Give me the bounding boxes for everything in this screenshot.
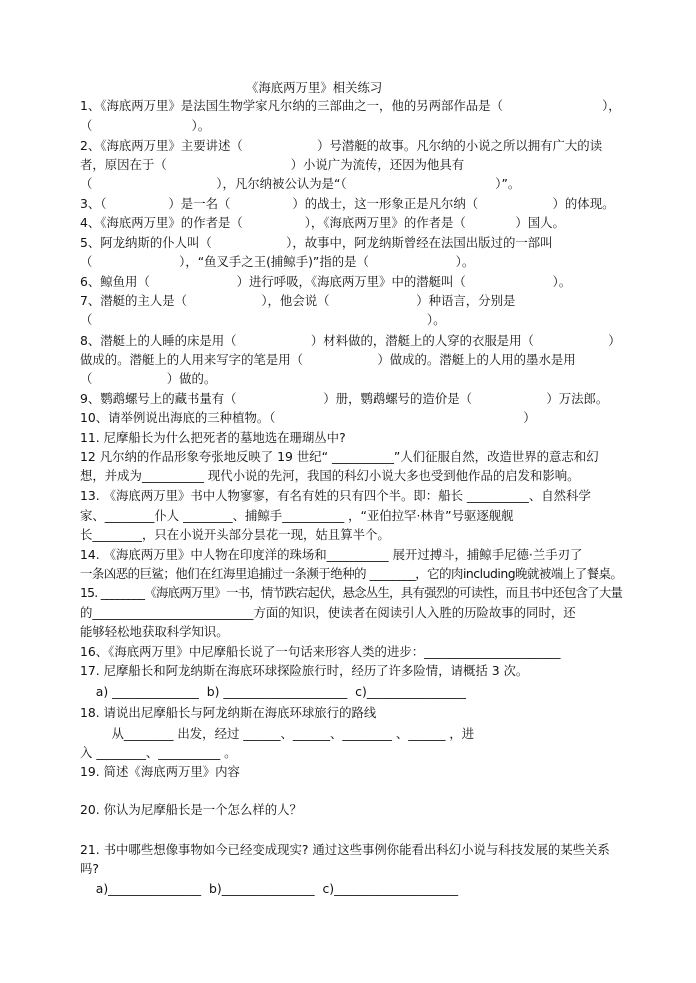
q18-line: 18. 请说出尼摩船长与阿龙纳斯在海底环球旅行的路线 [80, 705, 377, 720]
q17-line: 17. 尼摩船长和阿龙纳斯在海底环球探险旅行时，经历了许多险情，请概括 3 次。 [80, 663, 529, 678]
q12-line-2: 想，并成为__________ 现代小说的先河，我国的科幻小说大多也受到他作品的启发和影响。 [80, 468, 580, 483]
q6-line: 6、鲸鱼用（ ）进行呼吸，《海底两万里》中的潜艇叫（ ）。 [80, 274, 572, 289]
q11-line: 11. 尼摩船长为什么把死者的墓地选在珊瑚丛中? [80, 430, 346, 445]
q15-line-3: 能够轻松地获取科学知识。 [80, 624, 229, 639]
q2-line-1: 2、《海底两万里》主要讲述（ ）号潜艇的故事。凡尔纳的小说之所以拥有广大的读 [80, 138, 603, 153]
q13-line-3: 长________，只在小说开头部分昙花一现，姑且算半个。 [80, 527, 390, 542]
q18-route-1[interactable]: 从________ 出发，经过 ______、______、________ 、______ ，进 [80, 726, 475, 741]
q7-line-2: （ ）。 [80, 312, 446, 327]
q21-line-2: 吗? [80, 861, 99, 876]
q15-line-2: 的__________________________方面的知识，使读者在阅读引人入胜的历险故事的同时，还 [80, 605, 576, 620]
q14-line-2: 一条凶恶的巨鲨；他们在红海里追捕过一条濒于绝种的 ________，它的肉including晚就被端上了餐桌。 [80, 566, 623, 581]
q1-line-1: 1、《海底两万里》是法国生物学家凡尔纳的三部曲之一，他的另两部作品是（ ）， [80, 98, 621, 113]
q18-route-2[interactable]: 入 ________、__________ 。 [80, 745, 237, 760]
page-title: 《海底两万里》相关练习 [246, 80, 383, 95]
q13-line-2: 家、________仆人 ________、捕鲸手__________ ，“亚伯拉罕·林肯”号驱逐舰舰 [80, 508, 514, 523]
q3-line: 3、（ ）是一名（ ）的战士，这一形象正是凡尔纳（ ）的体现。 [80, 196, 615, 211]
q7-line-1: 7、潜艇的主人是（ ），他会说（ ）种语言，分别是 [80, 293, 516, 308]
q10-line: 10、请举例说出海底的三种植物。（ ） [80, 410, 536, 425]
q15-line-1: 15. ________《海底两万里》一书，情节跌宕起伏，悬念丛生，具有强烈的可读性，而且书中还包含了大量 [80, 585, 623, 600]
q13-line-1: 13. 《海底两万里》书中人物寥寥，有名有姓的只有四个半。即：船长 __________、自然科学 [80, 488, 591, 503]
q12-line-1: 12 凡尔纳的作品形象夸张地反映了 19 世纪“ __________”人们征服自然，改造世界的意志和幻 [80, 449, 599, 464]
q9-line: 9、鹦鹉螺号上的藏书量有（ ）册，鹦鹉螺号的造价是（ ）万法郎。 [80, 391, 609, 406]
q5-line-2: （ ），“鱼叉手之王(捕鲸手)”指的是（ ）。 [80, 254, 475, 269]
q5-line-1: 5、阿龙纳斯的仆人叫（ ），故事中，阿龙纳斯曾经在法国出版过的一部叫 [80, 235, 553, 250]
q8-line-2: 做成的。潜艇上的人用来写字的笔是用（ ）做成的。潜艇上的人用的墨水是用 [80, 352, 576, 367]
q16-line: 16、《海底两万里》中尼摩船长说了一句话来形容人类的进步：______________________ [80, 644, 561, 659]
q21-answers[interactable]: a)_______________ b)_______________ c)____________________ [80, 881, 459, 896]
q8-line-3: （ ）做的。 [80, 371, 217, 386]
q17-answers[interactable]: a) ______________ b) ____________________ c)________________ [80, 684, 466, 699]
q4-line: 4、《海底两万里》的作者是（ ），《海底两万里》的作者是（ ）国人。 [80, 215, 565, 230]
q14-line-1: 14. 《海底两万里》中人物在印度洋的珠场和__________ 展开过搏斗，捕鲸手尼德·兰手刃了 [80, 547, 583, 562]
q1-line-2: （ ）。 [80, 118, 211, 133]
q8-line-1: 8、潜艇上的人睡的床是用（ ）材料做的，潜艇上的人穿的衣服是用（ ） [80, 333, 621, 348]
q20-line: 20. 你认为尼摩船长是一个怎么样的人？ [80, 802, 302, 817]
q19-line: 19. 简述《海底两万里》内容 [80, 764, 240, 779]
q2-line-3: （ ），凡尔纳被公认为是“（ ）”。 [80, 176, 521, 191]
q2-line-2: 者，原因在于（ ）小说广为流传，还因为他具有 [80, 157, 465, 172]
q21-line-1: 21. 书中哪些想像事物如今已经变成现实? 通过这些事例你能看出科幻小说与科技发展的某些关系 [80, 842, 610, 857]
